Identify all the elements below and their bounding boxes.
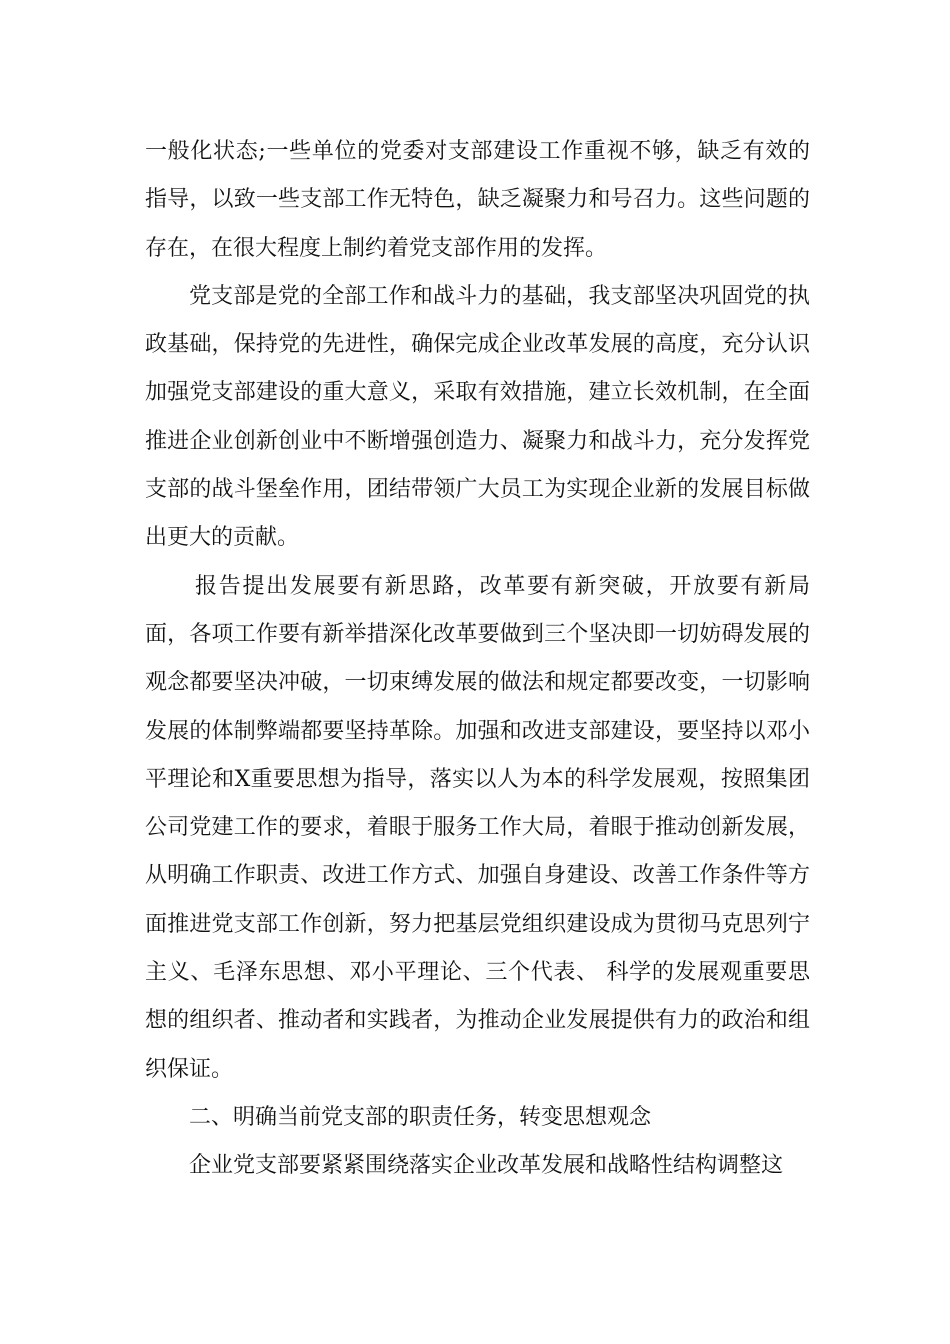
paragraph-party-branch-foundation: 党支部是党的全部工作和战斗力的基础，我支部坚决巩固党的执政基础，保持党的先进性，确保完成企业改革发展的高度，充分认识加强党支部建设的重大意义，采取有效措施，建立长效机制，在全面推进企业创新创业中不断增强创造力、凝聚力和战斗力，充分发挥党支部的战斗堡垒作用，团结带领广大员工为实现企业新的发展目标做出更大的贡献。 <box>145 283 810 551</box>
document-body <box>145 128 810 1191</box>
paragraph-report-development: 报告提出发展要有新思路，改革要有新突破，开放要有新局面，各项工作要有新举措深化改革要做到三个坚决即一切妨碍发展的观念都要坚决冲破，一切束缚发展的做法和规定都要改变，一切影响发展的体制弊端都要坚持革除。加强和改进支部建设，要坚持以邓小平理论和X重要思想为指导，落实以人为本的科学发展观，按照集团公司党建工作的要求，着眼于服务工作大局，着眼于推动创新发展，从明确工作职责、改进工作方式、加强自身建设、改善工作条件等方面推进党支部工作创新，努力把基层党组织建设成为贯彻马克思列宁主义、毛泽东思想、邓小平理论、三个代表、 科学的发展观重要思想的组织者、推动者和实践者，为推动企业发展提供有力的政治和组织保证。 <box>145 573 810 1082</box>
paragraph-enterprise-branch: 企业党支部要紧紧围绕落实企业改革发展和战略性结构调整这 <box>189 1153 784 1179</box>
paragraph-continuation: 一般化状态;一些单位的党委对支部建设工作重视不够，缺乏有效的指导，以致一些支部工作无特色，缺乏凝聚力和号召力。这些问题的存在，在很大程度上制约着党支部作用的发挥。 <box>145 139 810 261</box>
section-heading-two: 二、明确当前党支部的职责任务，转变思想观念 <box>189 1104 652 1130</box>
